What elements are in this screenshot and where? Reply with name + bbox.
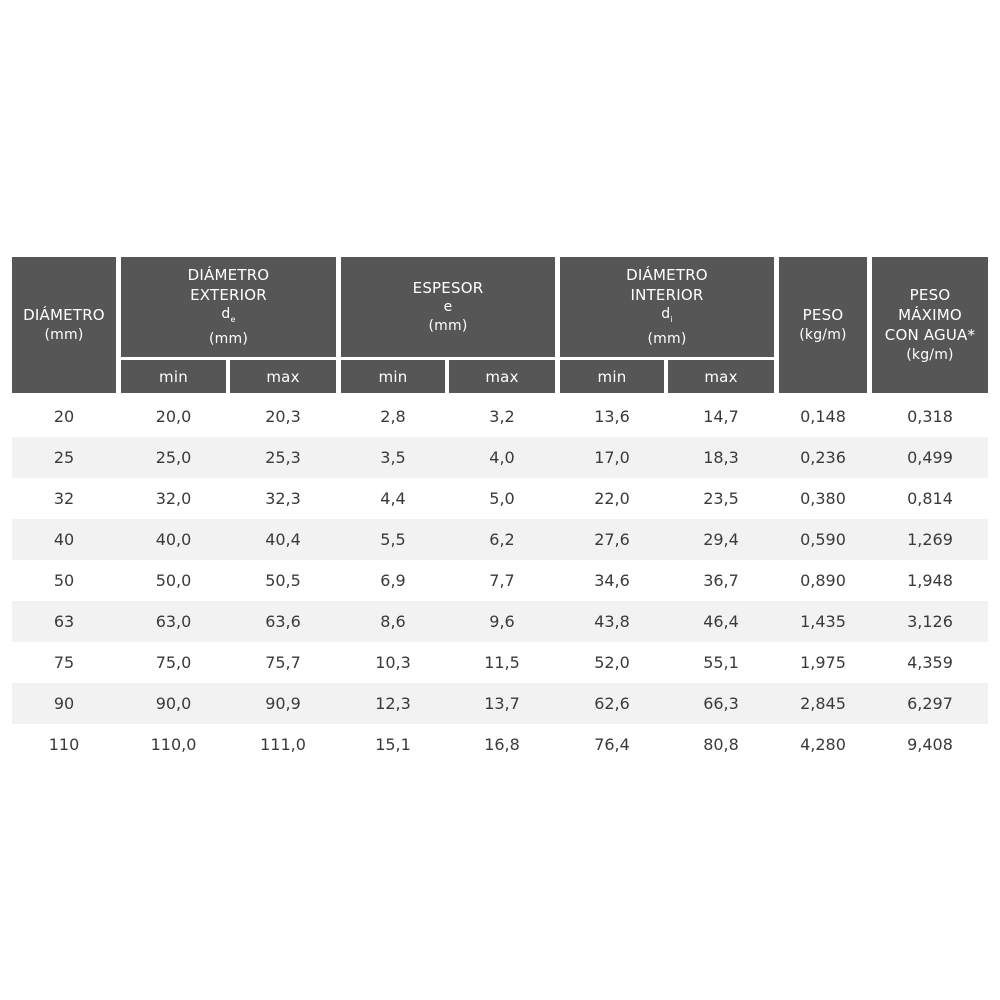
header-diametro-unit: (mm) [44, 327, 84, 343]
subheader-espesor-max: max [449, 360, 555, 393]
cell-exterior-max: 40,4 [265, 530, 301, 549]
cell-espesor-max: 9,6 [489, 612, 515, 631]
header-diametro [12, 257, 116, 393]
header-espesor-symbol: e [443, 299, 453, 315]
cell-diametro: 110 [48, 735, 80, 754]
cell-exterior-max: 90,9 [265, 694, 301, 713]
cell-diametro: 40 [53, 530, 75, 549]
header-diametro-exterior-line2: EXTERIOR [190, 286, 267, 305]
cell-espesor-max: 13,7 [484, 694, 520, 713]
subheader-exterior-min: min [121, 360, 226, 393]
cell-interior-min: 22,0 [594, 489, 630, 508]
header-peso-maximo-line2: MÁXIMO [898, 306, 962, 324]
table-row [12, 478, 988, 519]
cell-espesor-max: 7,7 [489, 571, 515, 590]
cell-espesor-min: 4,4 [380, 489, 406, 508]
cell-espesor-min: 15,1 [375, 735, 411, 754]
subheader-interior-max: max [668, 360, 774, 393]
cell-exterior-min: 20,0 [155, 407, 192, 426]
cell-espesor-min: 5,5 [380, 530, 406, 549]
header-espesor-unit: (mm) [428, 318, 468, 334]
cell-exterior-max: 50,5 [265, 571, 301, 590]
header-diametro-exterior [121, 257, 336, 357]
cell-espesor-max: 5,0 [489, 489, 515, 508]
cell-interior-max: 66,3 [703, 694, 739, 713]
cell-interior-max: 46,4 [703, 612, 739, 631]
cell-peso-maximo: 4,359 [907, 653, 953, 672]
header-diametro-interior [560, 257, 774, 357]
cell-exterior-max: 32,3 [265, 489, 301, 508]
cell-exterior-min: 110,0 [150, 735, 197, 754]
subheader-interior-min: min [560, 360, 664, 393]
header-espesor [341, 257, 555, 357]
cell-peso-maximo: 6,297 [907, 694, 953, 713]
cell-exterior-min: 50,0 [155, 571, 192, 590]
header-diametro-interior-line1: DIÁMETRO [626, 266, 708, 285]
cell-interior-max: 36,7 [703, 571, 739, 590]
cell-espesor-max: 11,5 [484, 653, 520, 672]
header-peso-maximo-line1: PESO [909, 286, 951, 304]
cell-peso: 1,435 [800, 612, 846, 631]
cell-peso-maximo: 1,948 [907, 571, 953, 590]
cell-peso-maximo: 1,269 [907, 530, 953, 549]
table-row [12, 560, 988, 601]
cell-exterior-max: 25,3 [265, 448, 301, 467]
cell-peso: 1,975 [800, 653, 846, 672]
cell-peso: 0,148 [800, 407, 846, 426]
cell-interior-min: 34,6 [594, 571, 630, 590]
cell-exterior-min: 90,0 [155, 694, 192, 713]
cell-peso: 2,845 [800, 694, 846, 713]
cell-peso: 4,280 [800, 735, 846, 754]
cell-peso-maximo: 0,499 [907, 448, 953, 467]
cell-interior-min: 13,6 [594, 407, 630, 426]
cell-diametro: 32 [53, 489, 75, 508]
header-diametro-title: DIÁMETRO [23, 306, 105, 324]
cell-interior-max: 29,4 [703, 530, 739, 549]
cell-diametro: 50 [53, 571, 75, 590]
header-diametro-exterior-unit: (mm) [209, 330, 248, 347]
cell-espesor-max: 16,8 [484, 735, 520, 754]
table-row [12, 396, 988, 437]
header-peso-maximo-unit: (kg/m) [906, 347, 954, 363]
table-row [12, 601, 988, 642]
cell-interior-min: 52,0 [594, 653, 630, 672]
header-peso-unit: (kg/m) [799, 327, 847, 343]
table-row [12, 519, 988, 560]
cell-peso-maximo: 0,814 [907, 489, 953, 508]
cell-exterior-min: 32,0 [155, 489, 192, 508]
cell-exterior-min: 75,0 [155, 653, 192, 672]
cell-diametro: 63 [53, 612, 75, 631]
cell-exterior-min: 63,0 [155, 612, 192, 631]
cell-peso-maximo: 3,126 [907, 612, 953, 631]
cell-exterior-max: 111,0 [260, 735, 306, 754]
cell-interior-min: 62,6 [594, 694, 630, 713]
cell-diametro: 90 [53, 694, 75, 713]
cell-peso: 0,236 [800, 448, 846, 467]
subheader-espesor-min: min [341, 360, 445, 393]
cell-interior-max: 18,3 [703, 448, 739, 467]
cell-interior-min: 17,0 [594, 448, 630, 467]
header-diametro-interior-line2: INTERIOR [630, 286, 704, 305]
cell-espesor-min: 8,6 [380, 612, 406, 631]
cell-exterior-min: 25,0 [155, 448, 192, 467]
cell-diametro: 20 [53, 407, 75, 426]
cell-interior-max: 55,1 [703, 653, 739, 672]
cell-espesor-max: 3,2 [489, 407, 515, 426]
subheader-exterior-max: max [230, 360, 336, 393]
cell-exterior-max: 20,3 [265, 407, 301, 426]
cell-espesor-min: 12,3 [375, 694, 411, 713]
header-peso-maximo-line3: CON AGUA* [884, 326, 976, 344]
table-row [12, 437, 988, 478]
cell-espesor-max: 6,2 [489, 530, 515, 549]
header-peso-title: PESO [802, 306, 844, 324]
cell-interior-max: 23,5 [703, 489, 739, 508]
table-row [12, 724, 988, 765]
cell-espesor-min: 6,9 [380, 571, 406, 590]
header-diametro-exterior-line1: DIÁMETRO [187, 266, 270, 285]
cell-interior-min: 27,6 [594, 530, 630, 549]
cell-peso: 0,590 [800, 530, 846, 549]
cell-espesor-min: 3,5 [380, 448, 406, 467]
table-row [12, 683, 988, 724]
header-peso [779, 257, 867, 393]
cell-interior-max: 80,8 [703, 735, 739, 754]
cell-interior-max: 14,7 [703, 407, 739, 426]
header-diametro-interior-symbol: $d_i$ [661, 306, 673, 324]
cell-espesor-max: 4,0 [489, 448, 515, 467]
cell-exterior-max: 63,6 [265, 612, 301, 631]
cell-peso-maximo: 9,408 [907, 735, 953, 754]
header-espesor-title: ESPESOR [412, 279, 484, 297]
cell-peso: 0,380 [800, 489, 846, 508]
header-diametro-exterior-symbol: $d_e$ [221, 306, 236, 324]
cell-interior-min: 76,4 [594, 735, 630, 754]
cell-espesor-min: 2,8 [380, 407, 406, 426]
cell-peso: 0,890 [800, 571, 846, 590]
cell-peso-maximo: 0,318 [907, 407, 953, 426]
cell-diametro: 25 [53, 448, 75, 467]
cell-interior-min: 43,8 [594, 612, 630, 631]
cell-espesor-min: 10,3 [375, 653, 411, 672]
cell-exterior-min: 40,0 [155, 530, 192, 549]
header-diametro-interior-unit: (mm) [647, 330, 687, 347]
cell-diametro: 75 [53, 653, 75, 672]
cell-exterior-max: 75,7 [265, 653, 301, 672]
table-row [12, 642, 988, 683]
header-peso-maximo [872, 257, 988, 393]
